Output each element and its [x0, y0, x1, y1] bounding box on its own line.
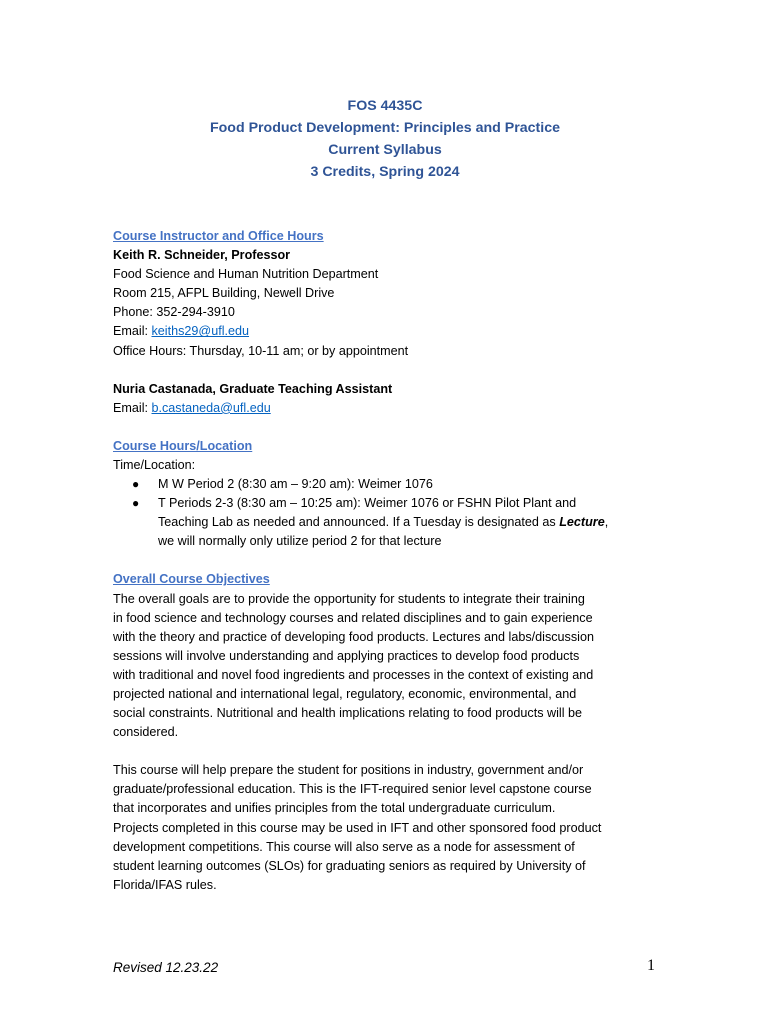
instructor-name: Keith R. Schneider, Professor: [113, 248, 291, 263]
spacer: [113, 418, 658, 437]
paragraph-line: Projects completed in this course may be used in IFT and other sponsored food product: [113, 820, 602, 835]
revised-date: Revised 12.23.22: [113, 960, 219, 975]
time-location-label: Time/Location:: [113, 457, 196, 472]
ta-name: Nuria Castanada, Graduate Teaching Assistant: [113, 381, 393, 396]
bullet-icon: ●: [132, 496, 140, 511]
paragraph-line: that incorporates and unifies principles from the total undergraduate curriculum.: [113, 801, 556, 816]
paragraph-line: in food science and technology courses and related disciplines and to gain experience: [113, 610, 593, 625]
paragraph-line: development competitions. This course will also serve as a node for assessment of: [113, 839, 575, 854]
paragraph-line: with traditional and novel food ingredients and processes in the context of existing and: [113, 667, 594, 682]
paragraph-line: sessions will involve understanding and applying practices to develop food products: [113, 648, 580, 663]
instructor-room: Room 215, AFPL Building, Newell Drive: [113, 286, 335, 301]
schedule-item-text-3: we will normally only utilize period 2 for that lecture: [158, 534, 442, 549]
email-label: Email:: [113, 400, 152, 415]
syllabus-content: [113, 227, 658, 895]
title-block: [0, 95, 770, 183]
schedule-item-text-2-pre: Teaching Lab as needed and announced. If a Tuesday is designated as: [158, 515, 560, 530]
paragraph-line: projected national and international legal, regulatory, economic, environmental, and: [113, 686, 577, 701]
objectives-paragraph-1: [113, 590, 658, 743]
email-label: Email:: [113, 324, 152, 339]
schedule-item-text-2: [158, 513, 658, 532]
hours-location-heading: Course Hours/Location: [113, 438, 253, 453]
syllabus-label: Current Syllabus: [328, 142, 442, 158]
ta-email-link[interactable]: b.castaneda@ufl.edu: [151, 400, 271, 415]
schedule-item: [113, 475, 658, 494]
paragraph-line: The overall goals are to provide the opportunity for students to integrate their training: [113, 591, 585, 606]
paragraph-line: social constraints. Nutritional and health implications relating to food products will be: [113, 706, 583, 721]
objectives-paragraph-2: [113, 761, 658, 895]
bullet-icon: ●: [132, 477, 140, 492]
spacer: [113, 551, 658, 570]
paragraph-line: with the theory and practice of developing food products. Lectures and labs/discussion: [113, 629, 594, 644]
credits-term: 3 Credits, Spring 2024: [310, 164, 460, 180]
spacer: [113, 361, 658, 380]
instructor-heading: Course Instructor and Office Hours: [113, 229, 324, 243]
objectives-heading: Overall Course Objectives: [113, 572, 270, 587]
schedule-item: [113, 494, 658, 551]
schedule-item-text-2-post: ,: [604, 515, 609, 530]
paragraph-line: graduate/professional education. This is the IFT-required senior level capstone course: [113, 782, 592, 797]
schedule-list: [113, 475, 658, 551]
instructor-email-link[interactable]: keiths29@ufl.edu: [151, 324, 250, 339]
instructor-office-hours: Office Hours: Thursday, 10-11 am; or by appointment: [113, 343, 409, 358]
course-code: FOS 4435C: [347, 98, 423, 114]
paragraph-line: Florida/IFAS rules.: [113, 877, 217, 892]
page-number: 1: [647, 957, 655, 974]
instructor-email-line: [113, 322, 658, 341]
schedule-item-text-1: T Periods 2-3 (8:30 am – 10:25 am): Weimer 1076 or FSHN Pilot Plant and: [158, 496, 577, 511]
lecture-emphasis: Lecture: [559, 515, 605, 530]
schedule-item-text: M W Period 2 (8:30 am – 9:20 am): Weimer 1076: [158, 477, 433, 492]
paragraph-line: This course will help prepare the student for positions in industry, government and/or: [113, 763, 584, 778]
paragraph-line: student learning outcomes (SLOs) for graduating seniors as required by University of: [113, 858, 586, 873]
course-title: Food Product Development: Principles and Practice: [209, 120, 561, 136]
instructor-phone: Phone: 352-294-3910: [113, 305, 235, 320]
ta-email-line: [113, 399, 658, 418]
instructor-department: Food Science and Human Nutrition Department: [113, 267, 379, 282]
paragraph-line: considered.: [113, 725, 179, 740]
spacer: [113, 742, 658, 761]
